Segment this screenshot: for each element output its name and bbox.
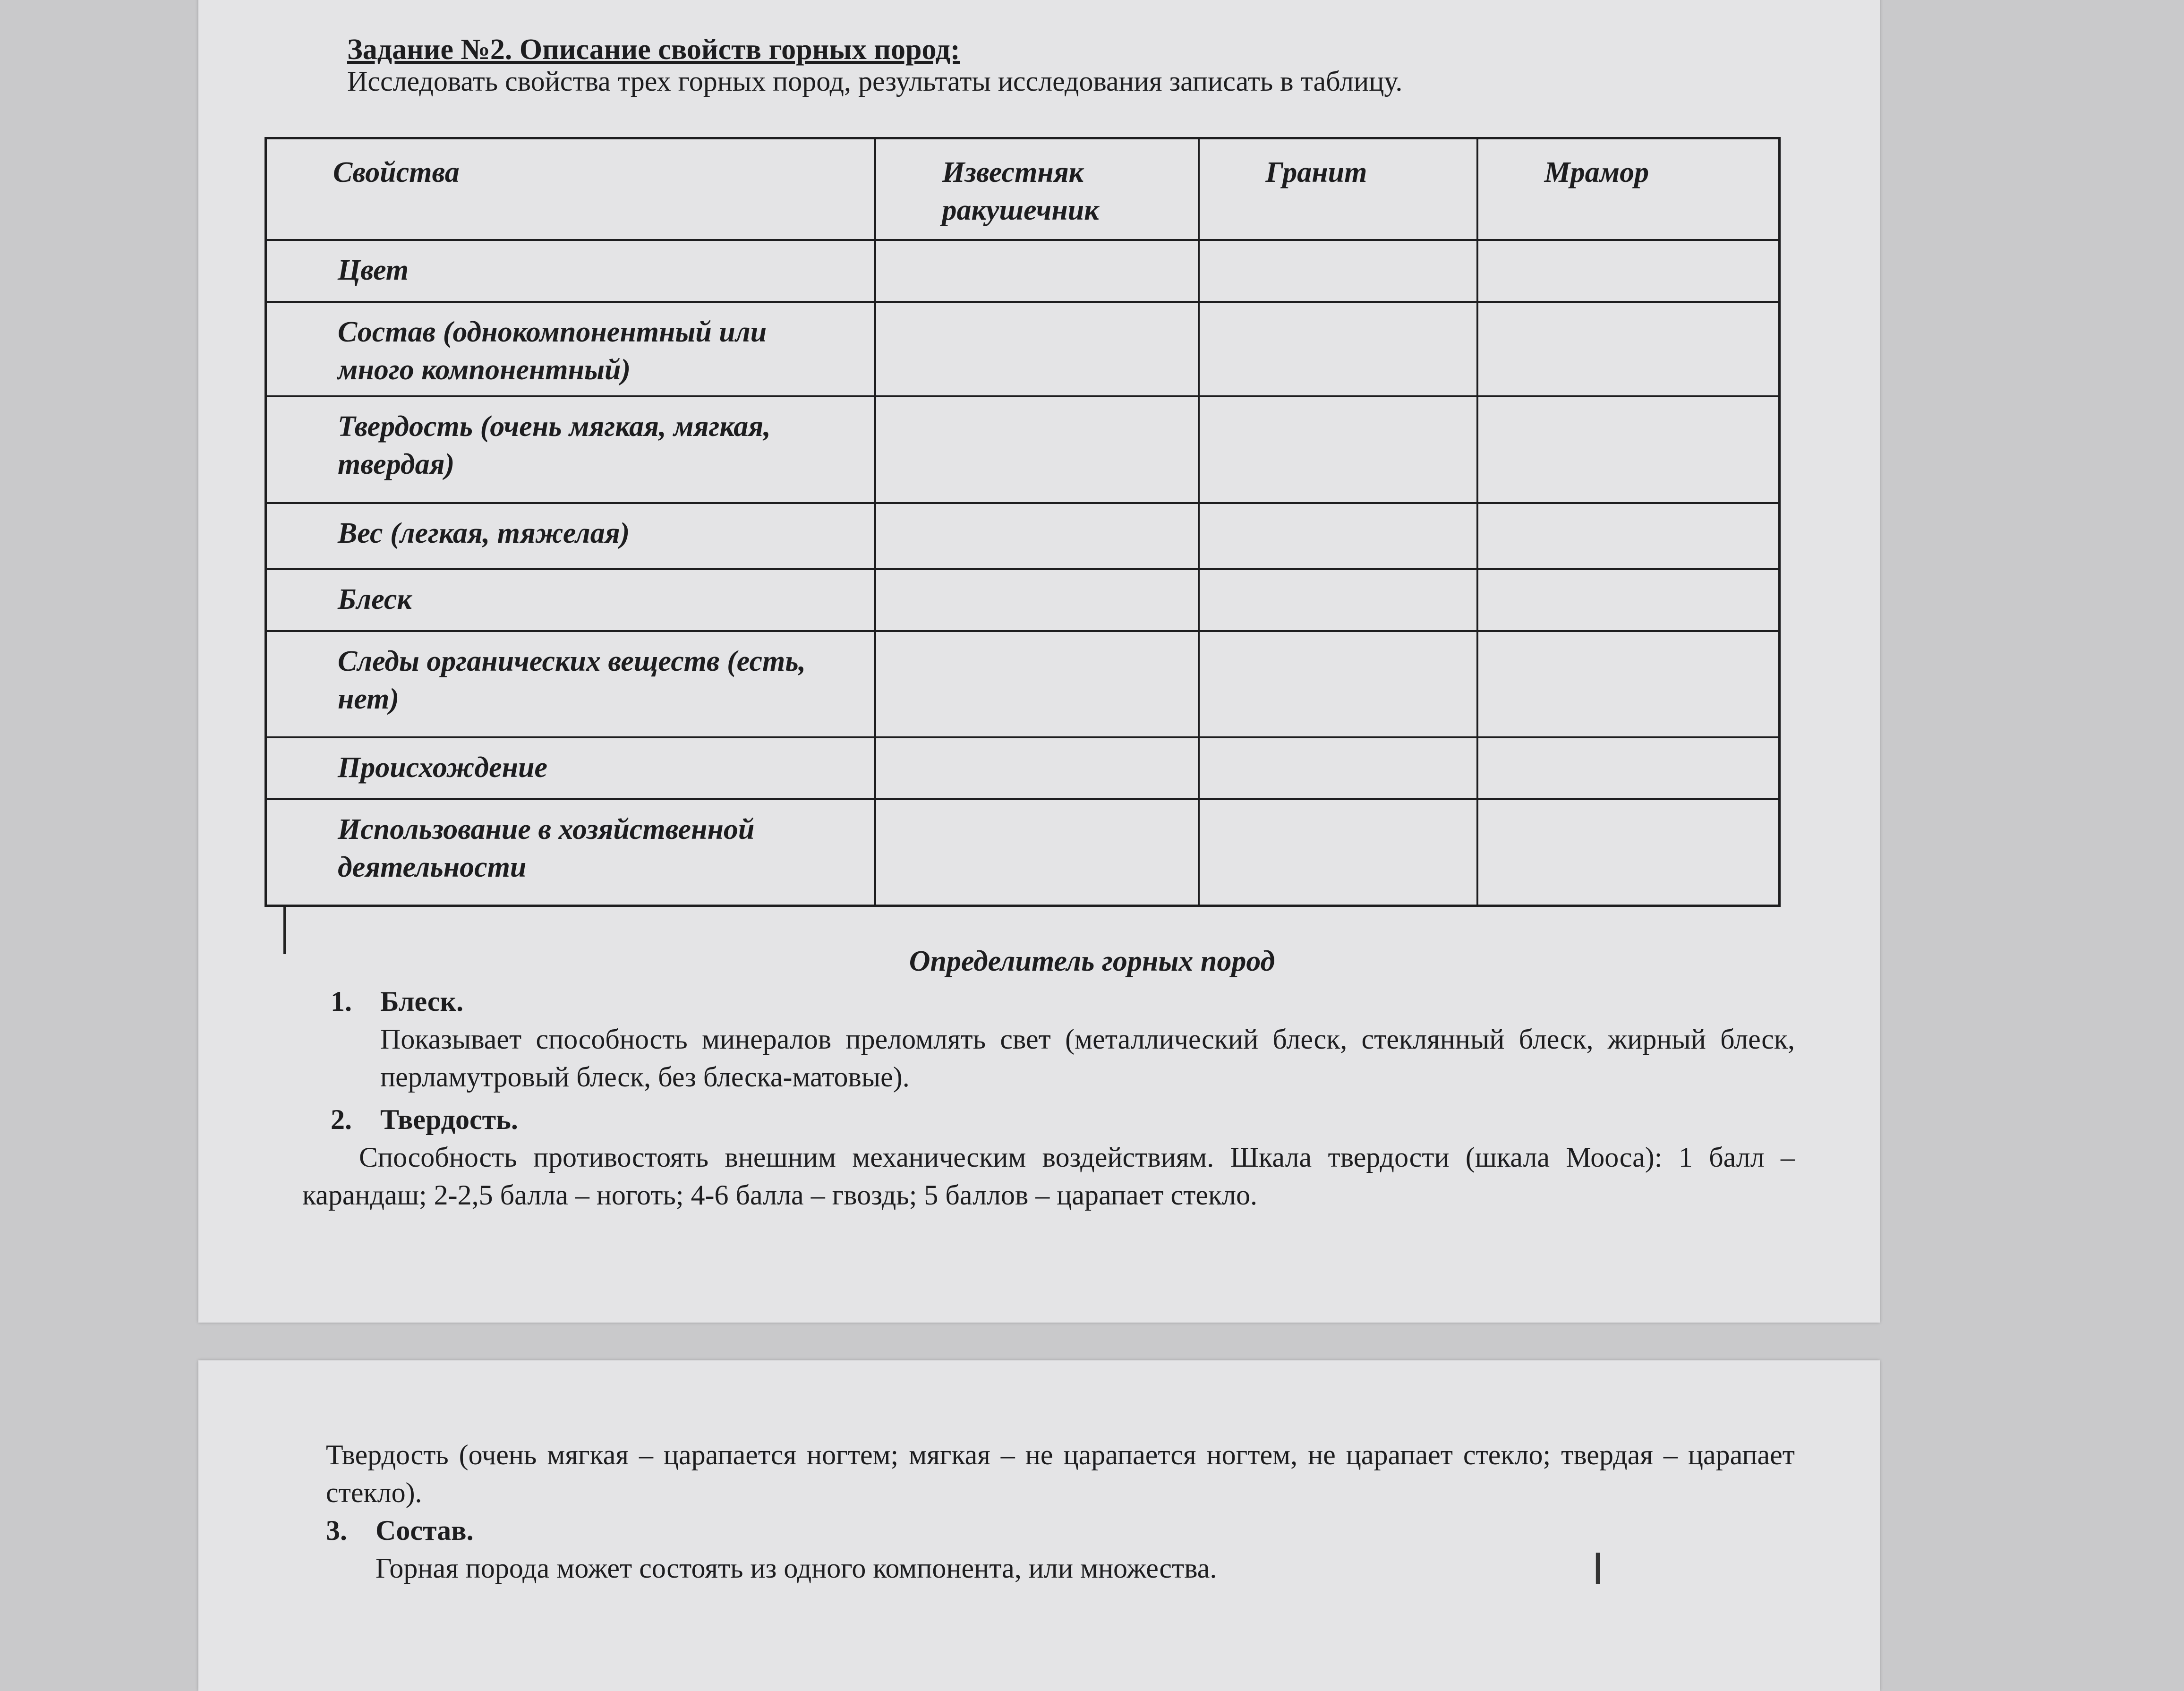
cell-empty[interactable] bbox=[1477, 503, 1780, 569]
cell-empty[interactable] bbox=[1199, 302, 1477, 397]
cell-empty[interactable] bbox=[1477, 569, 1780, 631]
guide-item-hardness bbox=[331, 1101, 1795, 1138]
row-label-usage: Использование в хозяйственной деятельности bbox=[266, 799, 875, 906]
item-name: Состав. bbox=[375, 1515, 474, 1546]
cell-empty[interactable] bbox=[1199, 569, 1477, 631]
table-row bbox=[266, 240, 1780, 301]
cell-empty[interactable] bbox=[1477, 737, 1780, 799]
task-instruction: Исследовать свойства трех горных пород, результаты исследования записать в таблицу. bbox=[347, 66, 1403, 97]
item-text: Горная порода может состоять из одного компонента, или множества. bbox=[375, 1553, 1217, 1584]
guide-title: Определитель горных пород bbox=[909, 945, 1275, 977]
cell-empty[interactable] bbox=[1199, 631, 1477, 738]
task-title: Задание №2. Описание свойств горных пород: bbox=[347, 34, 960, 66]
text-cursor-icon: I bbox=[1592, 1545, 1604, 1594]
table-header-row bbox=[266, 138, 1780, 240]
guide-item-hardness-text bbox=[302, 1138, 1795, 1214]
cell-empty[interactable] bbox=[1477, 302, 1780, 397]
item-text: Способность противостоять внешним механическим воздействиям. Шкала твердости (шкала Мооса): 1 балл – карандаш; 2-2,5 балла – ноготь; 4-6 балла – гвоздь; 5 баллов – царапает стекло. bbox=[302, 1142, 1795, 1211]
cell-empty[interactable] bbox=[1199, 396, 1477, 503]
item-number: 1. bbox=[331, 986, 352, 1017]
row-label-origin: Происхождение bbox=[266, 737, 875, 799]
cell-empty[interactable] bbox=[1477, 240, 1780, 301]
header-properties: Свойства bbox=[266, 138, 875, 240]
cell-empty[interactable] bbox=[1199, 240, 1477, 301]
cell-empty[interactable] bbox=[1477, 396, 1780, 503]
header-granite: Гранит bbox=[1199, 138, 1477, 240]
cell-empty[interactable] bbox=[875, 631, 1199, 738]
cell-empty[interactable] bbox=[1199, 503, 1477, 569]
cell-empty[interactable] bbox=[1477, 799, 1780, 906]
cell-empty[interactable] bbox=[875, 737, 1199, 799]
row-label-color: Цвет bbox=[266, 240, 875, 301]
item-number: 2. bbox=[331, 1104, 352, 1135]
properties-table bbox=[264, 137, 1781, 907]
cell-empty[interactable] bbox=[1477, 631, 1780, 738]
cell-empty[interactable] bbox=[1199, 799, 1477, 906]
cell-empty[interactable] bbox=[875, 569, 1199, 631]
row-label-luster: Блеск bbox=[266, 569, 875, 631]
table-row bbox=[266, 396, 1780, 503]
row-label-hardness: Твердость (очень мягкая, мягкая, твердая) bbox=[266, 396, 875, 503]
cell-empty[interactable] bbox=[875, 302, 1199, 397]
item-number: 3. bbox=[326, 1515, 347, 1546]
cell-empty[interactable] bbox=[875, 503, 1199, 569]
hardness-scale-text: Твердость (очень мягкая – царапается ногтем; мягкая – не царапается ногтем, не царапает стекло; твердая – царапает стекло). bbox=[326, 1439, 1795, 1508]
item-text: Показывает способность минералов преломлять свет (металлический блеск, стеклянный блеск, жирный блеск, перламутровый блеск, без блеска-матовые). bbox=[380, 1024, 1795, 1093]
guide-item-luster bbox=[331, 982, 1795, 1096]
cell-empty[interactable] bbox=[1199, 737, 1477, 799]
cell-empty[interactable] bbox=[875, 396, 1199, 503]
row-label-composition: Состав (однокомпонентный или много компонентный) bbox=[266, 302, 875, 397]
table-row bbox=[266, 302, 1780, 397]
row-label-weight: Вес (легкая, тяжелая) bbox=[266, 503, 875, 569]
item-name: Твердость. bbox=[380, 1104, 518, 1135]
page2-hardness-text bbox=[326, 1436, 1795, 1512]
guide-item-composition bbox=[326, 1512, 1790, 1587]
cell-empty[interactable] bbox=[875, 799, 1199, 906]
table-row bbox=[266, 737, 1780, 799]
header-limestone: Известняк ракушечник bbox=[875, 138, 1199, 240]
table-row bbox=[266, 569, 1780, 631]
header-marble: Мрамор bbox=[1477, 138, 1780, 240]
row-label-organic: Следы органических веществ (есть, нет) bbox=[266, 631, 875, 738]
table-row bbox=[266, 503, 1780, 569]
table-row bbox=[266, 799, 1780, 906]
cell-empty[interactable] bbox=[875, 240, 1199, 301]
item-name: Блеск. bbox=[380, 986, 464, 1017]
table-row bbox=[266, 631, 1780, 738]
